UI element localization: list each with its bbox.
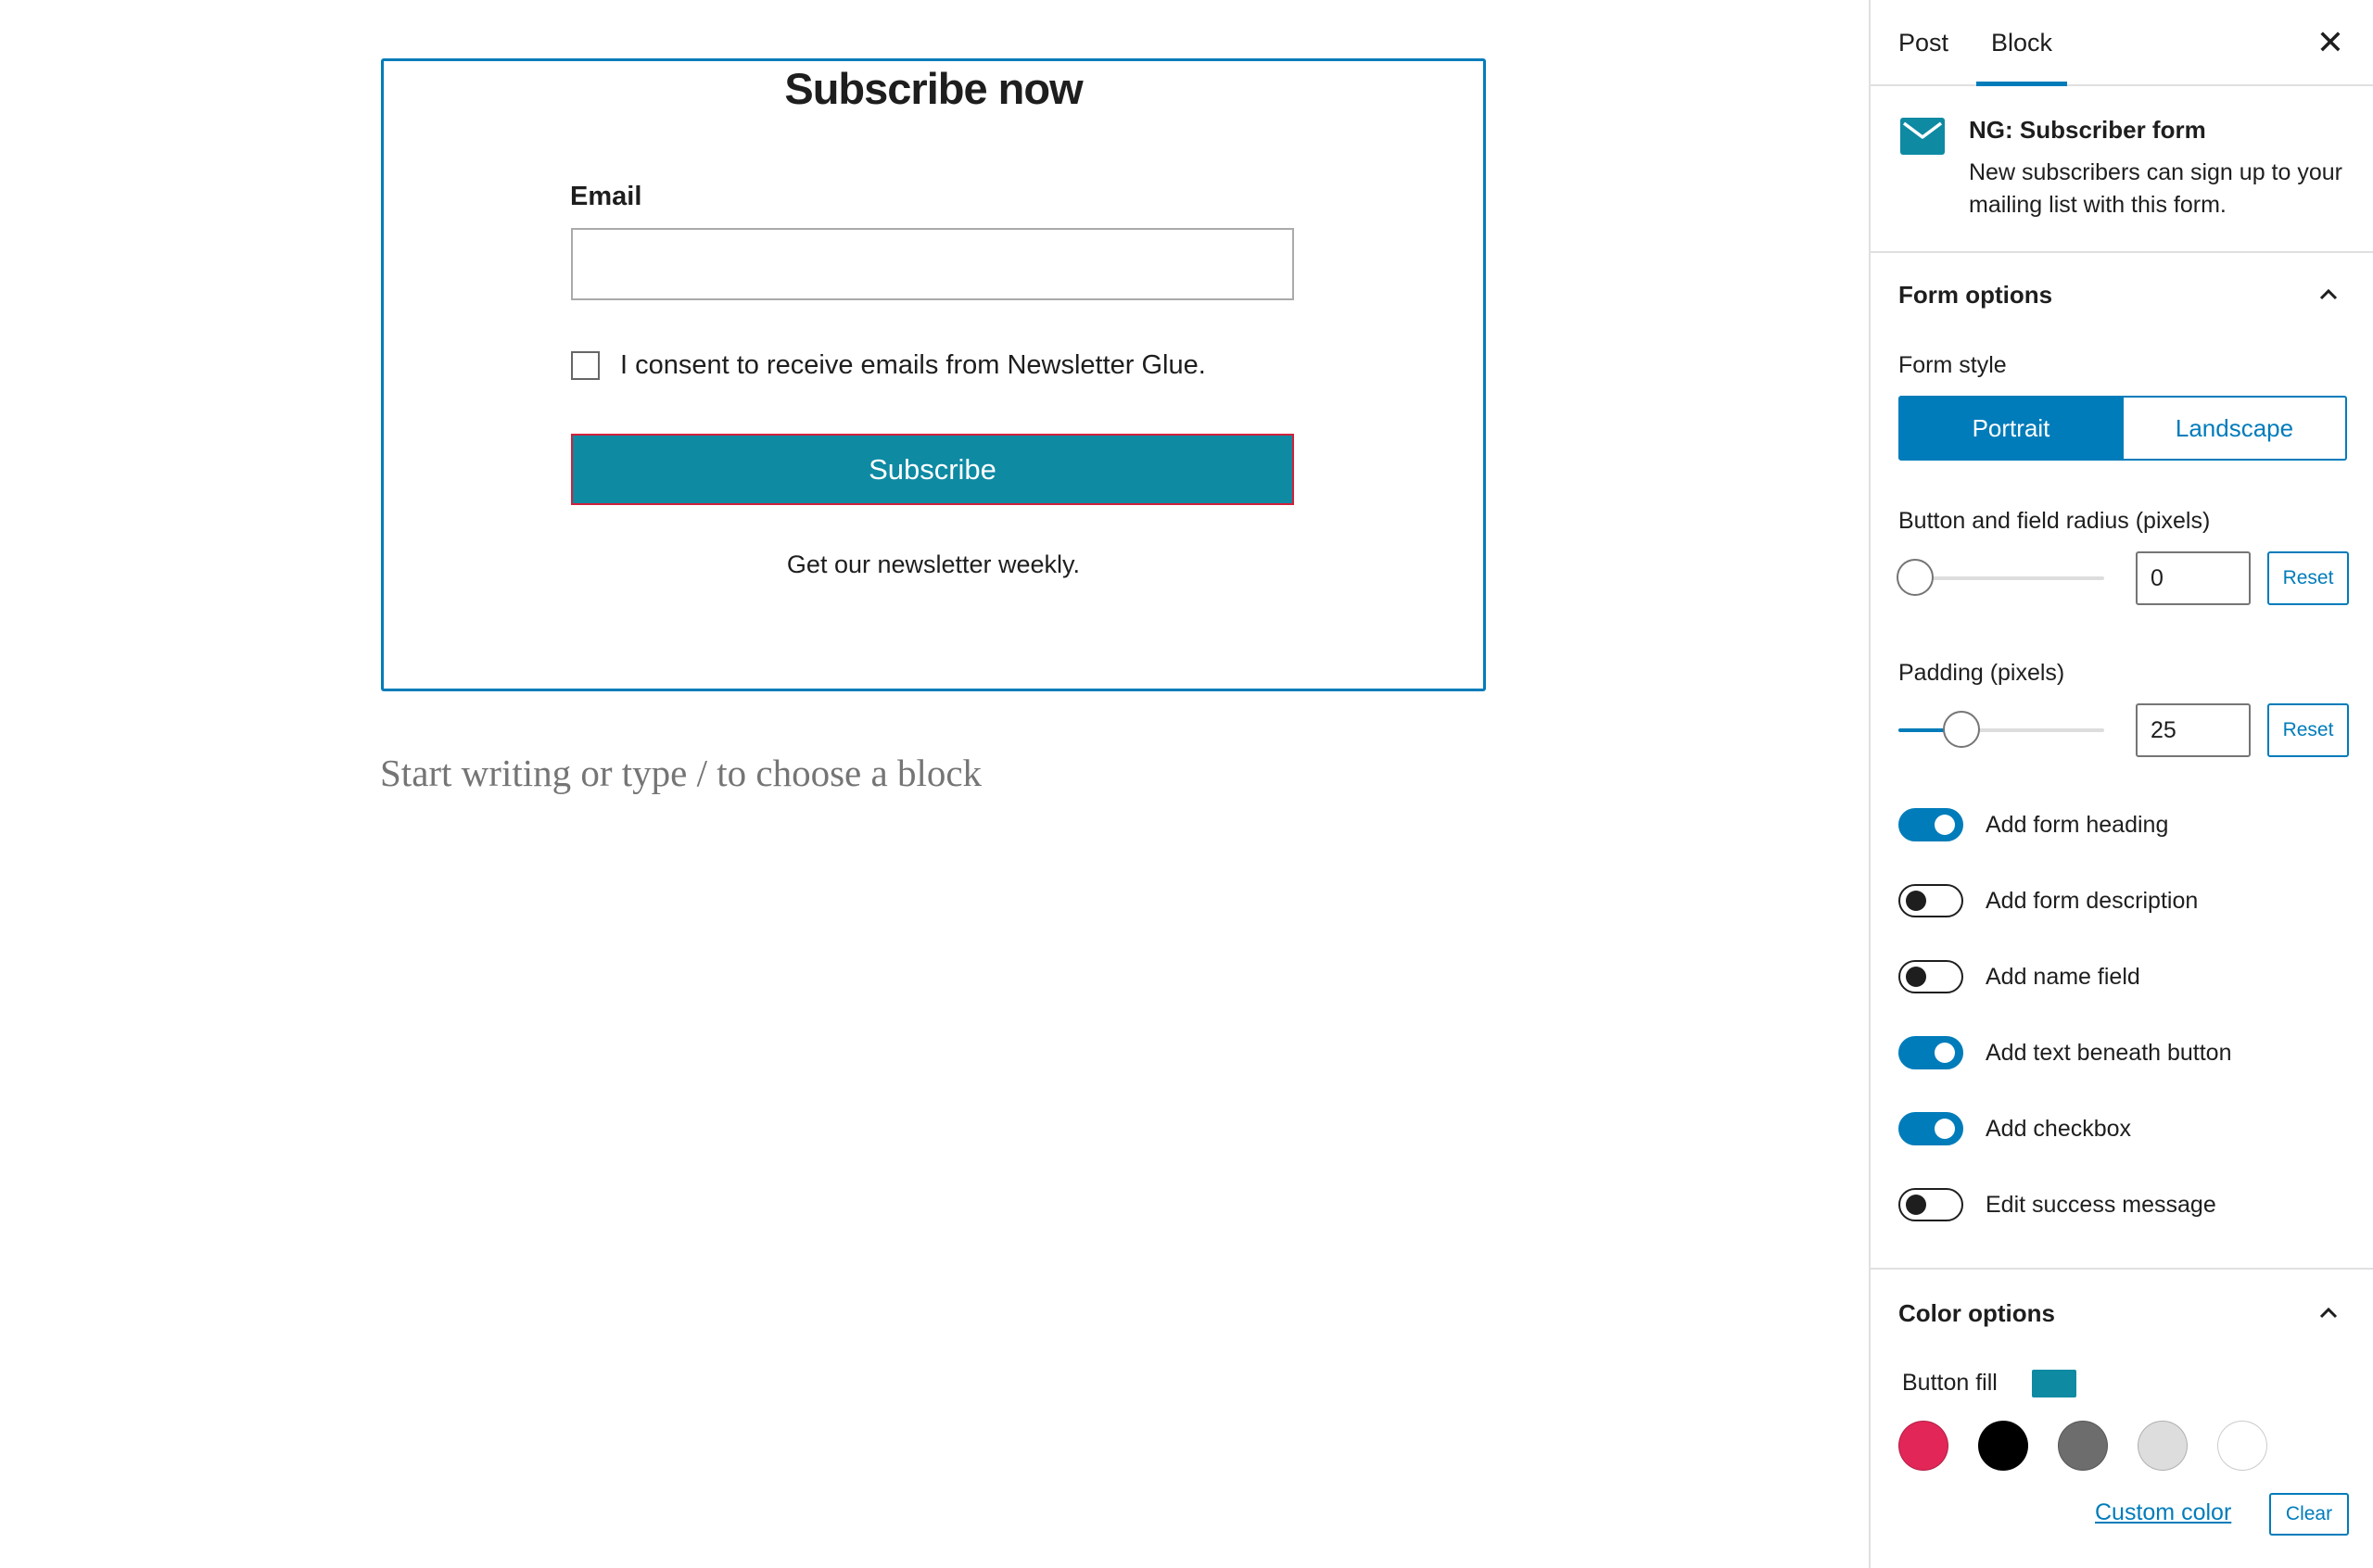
tab-post[interactable]: Post bbox=[1898, 29, 1949, 57]
chevron-up-icon[interactable] bbox=[2312, 278, 2345, 311]
toggle-label: Add name field bbox=[1986, 963, 2140, 990]
toggle-row-form-heading bbox=[1898, 806, 2168, 843]
color-swatch-gray[interactable] bbox=[2058, 1421, 2108, 1471]
padding-slider[interactable] bbox=[1898, 728, 2104, 732]
padding-reset-button[interactable]: Reset bbox=[2267, 703, 2349, 757]
radius-input[interactable]: 0 bbox=[2136, 551, 2251, 605]
toggle-form-heading[interactable] bbox=[1898, 808, 1963, 841]
padding-label: Padding (pixels) bbox=[1898, 660, 2065, 686]
toggle-name-field[interactable] bbox=[1898, 960, 1963, 993]
form-heading[interactable]: Subscribe now bbox=[784, 64, 1083, 113]
color-swatch-light-gray[interactable] bbox=[2138, 1421, 2188, 1471]
toggle-row-text-beneath-button bbox=[1898, 1034, 2232, 1071]
padding-slider-fill bbox=[1898, 728, 1947, 732]
toggle-success-message[interactable] bbox=[1898, 1188, 1963, 1221]
toggle-row-checkbox bbox=[1898, 1110, 2131, 1147]
portrait-button[interactable]: Portrait bbox=[1898, 396, 2124, 461]
toggle-label: Add form heading bbox=[1986, 811, 2169, 838]
toggle-row-name-field bbox=[1898, 958, 2140, 995]
toggle-knob bbox=[1906, 1195, 1926, 1215]
toggle-row-form-description bbox=[1898, 882, 2198, 919]
toggle-knob bbox=[1906, 891, 1926, 911]
chevron-up-icon[interactable] bbox=[2312, 1296, 2345, 1330]
color-swatch-red[interactable] bbox=[1898, 1421, 1948, 1471]
toggle-row-success-message bbox=[1898, 1186, 2216, 1223]
color-swatch-black[interactable] bbox=[1978, 1421, 2028, 1471]
form-style-toggle-group bbox=[1898, 396, 2347, 461]
color-swatch-white[interactable] bbox=[2217, 1421, 2267, 1471]
consent-row bbox=[571, 348, 1206, 382]
panel-divider bbox=[1871, 1268, 2373, 1270]
custom-color-link[interactable]: Custom color bbox=[2095, 1499, 2232, 1525]
block-placeholder[interactable]: Start writing or type / to choose a block bbox=[380, 752, 983, 794]
sidebar-tabs bbox=[1871, 0, 2373, 86]
envelope-icon bbox=[1900, 118, 1945, 155]
toggle-knob bbox=[1906, 967, 1926, 987]
button-fill-indicator bbox=[2032, 1370, 2076, 1397]
consent-text: I consent to receive emails from Newsletter Glue. bbox=[620, 349, 1206, 380]
clear-color-button[interactable]: Clear bbox=[2269, 1493, 2349, 1536]
toggle-knob bbox=[1935, 1043, 1955, 1063]
form-style-label: Form style bbox=[1898, 352, 2007, 378]
consent-checkbox[interactable] bbox=[571, 351, 600, 380]
toggle-label: Add text beneath button bbox=[1986, 1039, 2232, 1066]
tab-block[interactable]: Block bbox=[1976, 0, 2067, 86]
toggle-knob bbox=[1935, 815, 1955, 835]
radius-slider-thumb[interactable] bbox=[1897, 559, 1934, 596]
padding-slider-thumb[interactable] bbox=[1943, 711, 1980, 748]
button-fill-label: Button fill bbox=[1902, 1370, 1998, 1396]
block-title: NG: Subscriber form bbox=[1969, 116, 2206, 144]
radius-slider[interactable] bbox=[1898, 576, 2104, 580]
toggle-form-description[interactable] bbox=[1898, 884, 1963, 917]
text-beneath-button[interactable]: Get our newsletter weekly. bbox=[786, 550, 1081, 578]
toggle-checkbox[interactable] bbox=[1898, 1112, 1963, 1145]
toggle-label: Add checkbox bbox=[1986, 1115, 2132, 1142]
color-palette bbox=[1898, 1421, 2297, 1471]
email-input[interactable] bbox=[571, 228, 1294, 300]
toggle-text-beneath-button[interactable] bbox=[1898, 1036, 1963, 1069]
color-options-title[interactable]: Color options bbox=[1898, 1299, 2055, 1327]
settings-sidebar bbox=[1869, 0, 2373, 1568]
close-icon[interactable]: ✕ bbox=[2316, 23, 2345, 61]
landscape-button[interactable]: Landscape bbox=[2124, 396, 2347, 461]
email-label: Email bbox=[570, 182, 642, 211]
subscribe-button[interactable]: Subscribe bbox=[571, 434, 1294, 505]
toggle-label: Add form description bbox=[1986, 887, 2199, 914]
form-options-title[interactable]: Form options bbox=[1898, 281, 2053, 309]
padding-input[interactable]: 25 bbox=[2136, 703, 2251, 757]
block-description: New subscribers can sign up to your mailing list with this form. bbox=[1969, 159, 2342, 218]
toggle-label: Edit success message bbox=[1986, 1191, 2216, 1218]
toggle-knob bbox=[1935, 1119, 1955, 1139]
subscriber-form-block[interactable] bbox=[381, 58, 1486, 691]
block-card bbox=[1871, 86, 2373, 253]
radius-label: Button and field radius (pixels) bbox=[1898, 508, 2211, 534]
radius-reset-button[interactable]: Reset bbox=[2267, 551, 2349, 605]
